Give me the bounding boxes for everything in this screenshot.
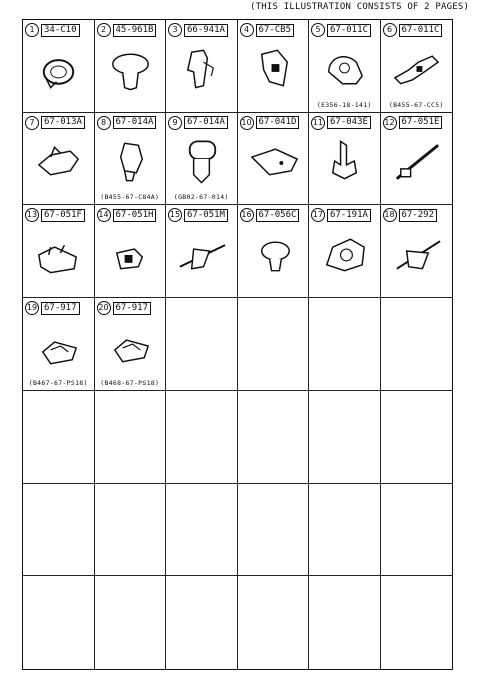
part-label: [240, 116, 300, 130]
empty-cell: [381, 391, 453, 484]
part-label: [97, 23, 157, 37]
part-index-number: 17: [311, 208, 325, 222]
part-cell-1: [23, 20, 95, 113]
part-illustration: [174, 42, 229, 94]
part-index-number: 4: [240, 23, 254, 37]
part-illustration: [31, 42, 86, 94]
part-label: [25, 208, 85, 222]
part-illustration: [174, 135, 229, 187]
empty-cell: [95, 391, 167, 484]
part-index-number: 19: [25, 301, 39, 315]
empty-cell: [381, 576, 453, 669]
part-code: 67-056C: [256, 209, 300, 222]
part-index-number: 8: [97, 116, 111, 130]
part-illustration: [246, 227, 301, 279]
empty-cell: [381, 298, 453, 391]
part-code: 66-941A: [184, 24, 228, 37]
part-index-number: 7: [25, 116, 39, 130]
part-label: [383, 23, 443, 37]
part-label: [97, 208, 157, 222]
part-code: 67-043E: [327, 116, 371, 129]
part-code: 67-292: [399, 209, 438, 222]
empty-cell: [309, 484, 381, 577]
part-label: [383, 208, 438, 222]
part-index-number: 5: [311, 23, 325, 37]
empty-cell: [238, 391, 310, 484]
part-label: [168, 116, 228, 130]
part-index-number: 18: [383, 208, 397, 222]
empty-cell: [166, 484, 238, 577]
part-label: [25, 116, 85, 130]
part-label: [240, 208, 300, 222]
part-cell-8: [95, 113, 167, 206]
part-code: 67-917: [41, 302, 80, 315]
empty-cell: [166, 298, 238, 391]
part-index-number: 3: [168, 23, 182, 37]
part-index-number: 12: [383, 116, 397, 130]
part-label: [311, 116, 371, 130]
part-label: [97, 116, 157, 130]
part-illustration: [389, 227, 444, 279]
part-label: [240, 23, 295, 37]
part-index-number: 10: [240, 116, 254, 130]
empty-cell: [238, 484, 310, 577]
part-index-number: 15: [168, 208, 182, 222]
part-illustration: [103, 135, 158, 187]
part-code: 45-961B: [113, 24, 157, 37]
part-code: 67-CB5: [256, 24, 295, 37]
parts-grid: [22, 19, 453, 670]
part-index-number: 16: [240, 208, 254, 222]
part-illustration: [317, 227, 372, 279]
part-code: 67-011C: [399, 24, 443, 37]
illustration-note: (THIS ILLUSTRATION CONSISTS OF 2 PAGES): [250, 2, 470, 12]
part-illustration: [246, 42, 301, 94]
part-cell-13: [23, 205, 95, 298]
part-label: [383, 116, 443, 130]
part-illustration: [103, 227, 158, 279]
part-cell-17: [309, 205, 381, 298]
part-cell-4: [238, 20, 310, 113]
empty-cell: [166, 576, 238, 669]
empty-cell: [238, 298, 310, 391]
part-code: 67-014A: [113, 116, 157, 129]
part-label: [168, 208, 228, 222]
empty-cell: [95, 484, 167, 577]
part-illustration: [31, 227, 86, 279]
part-cell-9: [166, 113, 238, 206]
part-cell-10: [238, 113, 310, 206]
part-cell-2: [95, 20, 167, 113]
part-index-number: 14: [97, 208, 111, 222]
part-number-caption: (E356-18-141): [316, 100, 372, 109]
part-code: 67-011C: [327, 24, 371, 37]
part-cell-14: [95, 205, 167, 298]
part-illustration: [174, 227, 229, 279]
part-number-caption: (B455-67-C84A): [100, 193, 160, 202]
part-cell-11: [309, 113, 381, 206]
part-code: 67-014A: [184, 116, 228, 129]
part-cell-19: [23, 298, 95, 391]
part-code: 67-051E: [399, 116, 443, 129]
part-code: 67-051M: [184, 209, 228, 222]
part-cell-20: [95, 298, 167, 391]
empty-cell: [95, 576, 167, 669]
part-index-number: 20: [97, 301, 111, 315]
empty-cell: [309, 298, 381, 391]
part-label: [25, 301, 80, 315]
part-code: 67-013A: [41, 116, 85, 129]
part-index-number: 2: [97, 23, 111, 37]
empty-cell: [166, 391, 238, 484]
part-number-caption: (B467-67-PS18): [28, 378, 88, 387]
part-code: 67-041D: [256, 116, 300, 129]
part-illustration: [389, 42, 444, 94]
part-index-number: 13: [25, 208, 39, 222]
empty-cell: [309, 576, 381, 669]
part-cell-16: [238, 205, 310, 298]
empty-cell: [381, 484, 453, 577]
part-label: [311, 23, 371, 37]
part-cell-7: [23, 113, 95, 206]
empty-cell: [23, 391, 95, 484]
part-label: [311, 208, 371, 222]
part-index-number: 9: [168, 116, 182, 130]
part-number-caption: (B455-67-CC5): [388, 100, 444, 109]
part-label: [97, 301, 152, 315]
part-code: 67-051H: [113, 209, 157, 222]
part-illustration: [103, 42, 158, 94]
part-code: 34-C10: [41, 24, 80, 37]
part-illustration: [317, 42, 372, 94]
part-illustration: [389, 135, 444, 187]
part-number-caption: (GB02-67-014): [173, 193, 229, 202]
part-illustration: [31, 135, 86, 187]
part-cell-3: [166, 20, 238, 113]
empty-cell: [238, 576, 310, 669]
part-cell-5: [309, 20, 381, 113]
part-illustration: [31, 320, 86, 372]
part-cell-15: [166, 205, 238, 298]
part-index-number: 11: [311, 116, 325, 130]
empty-cell: [309, 391, 381, 484]
part-cell-18: [381, 205, 453, 298]
part-cell-6: [381, 20, 453, 113]
empty-cell: [23, 576, 95, 669]
part-cell-12: [381, 113, 453, 206]
part-code: 67-917: [113, 302, 152, 315]
part-code: 67-051F: [41, 209, 85, 222]
empty-cell: [23, 484, 95, 577]
part-illustration: [103, 320, 158, 372]
part-illustration: [246, 135, 301, 187]
part-index-number: 1: [25, 23, 39, 37]
part-label: [168, 23, 228, 37]
part-code: 67-191A: [327, 209, 371, 222]
part-illustration: [317, 135, 372, 187]
part-label: [25, 23, 80, 37]
part-index-number: 6: [383, 23, 397, 37]
part-number-caption: (B468-67-PS18): [100, 378, 160, 387]
